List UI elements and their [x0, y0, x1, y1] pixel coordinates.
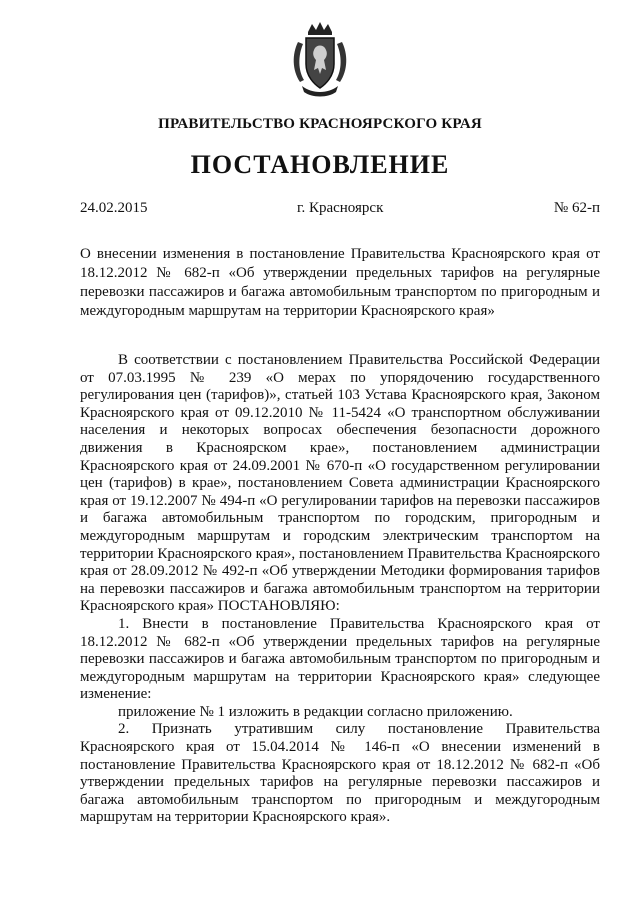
preamble-paragraph: В соответствии с постановлением Правительства Российской Федерации от 07.03.1995 № 239 «О мерах по упорядочению государственного регулирования цен (тарифов)», статьей 103 Устава Красноярского края, Законом Красноярского края от 09.12.2010 № 11-5424 «О транспортном обслуживании населения и некоторых вопросах обеспечения безопасности дорожного движения в Красноярском крае», постановлением администрации Красноярского края от 24.09.2001 № 670-п «О государственном регулировании цен (тарифов) в крае», постановлением Совета администрации Красноярского края от 19.12.2007 № 494-п «О регулировании тарифов на перевозки пассажиров и багажа автомобильным транспортом по городским, пригородным и междугородным маршрутам и городским электрическим транспортом на территории Красноярского края», постановлением Правительства Красноярского края от 28.09.2012 № 492-п «Об утверждении Методики формирования тарифов на перевозки пассажиров и багажа автомобильным транспортом на территории Красноярского края» ПОСТАНОВЛЯЮ:	[80, 352, 600, 615]
document-type-title: ПОСТАНОВЛЕНИЕ	[190, 150, 450, 179]
item-2-paragraph: 2. Признать утратившим силу постановление Правительства Красноярского края от 15.04.2014 № 146-п «О внесении изменений в постановление Правительства Красноярского края от 18.12.2012 № 682-п «Об утверждении предельных тарифов на регулярные перевозки пассажиров и багажа автомобильным транспортом по пригородным и междугородным маршрутам на территории Красноярского края».	[80, 721, 600, 826]
document-body	[80, 352, 600, 827]
document-number: № 62-п	[553, 200, 600, 216]
item-1-paragraph: 1. Внести в постановление Правительства Красноярского края от 18.12.2012 № 682-п «Об утверждении предельных тарифов на регулярные перевозки пассажиров и багажа автомобильным транспортом по пригородным и междугородным маршрутам на территории Красноярского края» следующее изменение:	[80, 615, 600, 703]
item-1-sub-paragraph: приложение № 1 изложить в редакции согласно приложению.	[118, 703, 513, 720]
document-city: г. Красноярск	[297, 200, 384, 216]
document-date: 24.02.2015	[80, 200, 148, 216]
document-subject: О внесении изменения в постановление Правительства Красноярского края от 18.12.2012 № 682-п «Об утверждении предельных тарифов на регулярные перевозки пассажиров и багажа автомобильным транспортом по пригородным и междугородным маршрутам на территории Красноярского края»	[80, 246, 600, 319]
coat-of-arms-icon	[288, 20, 352, 100]
organization-title: ПРАВИТЕЛЬСТВО КРАСНОЯРСКОГО КРАЯ	[158, 116, 482, 132]
